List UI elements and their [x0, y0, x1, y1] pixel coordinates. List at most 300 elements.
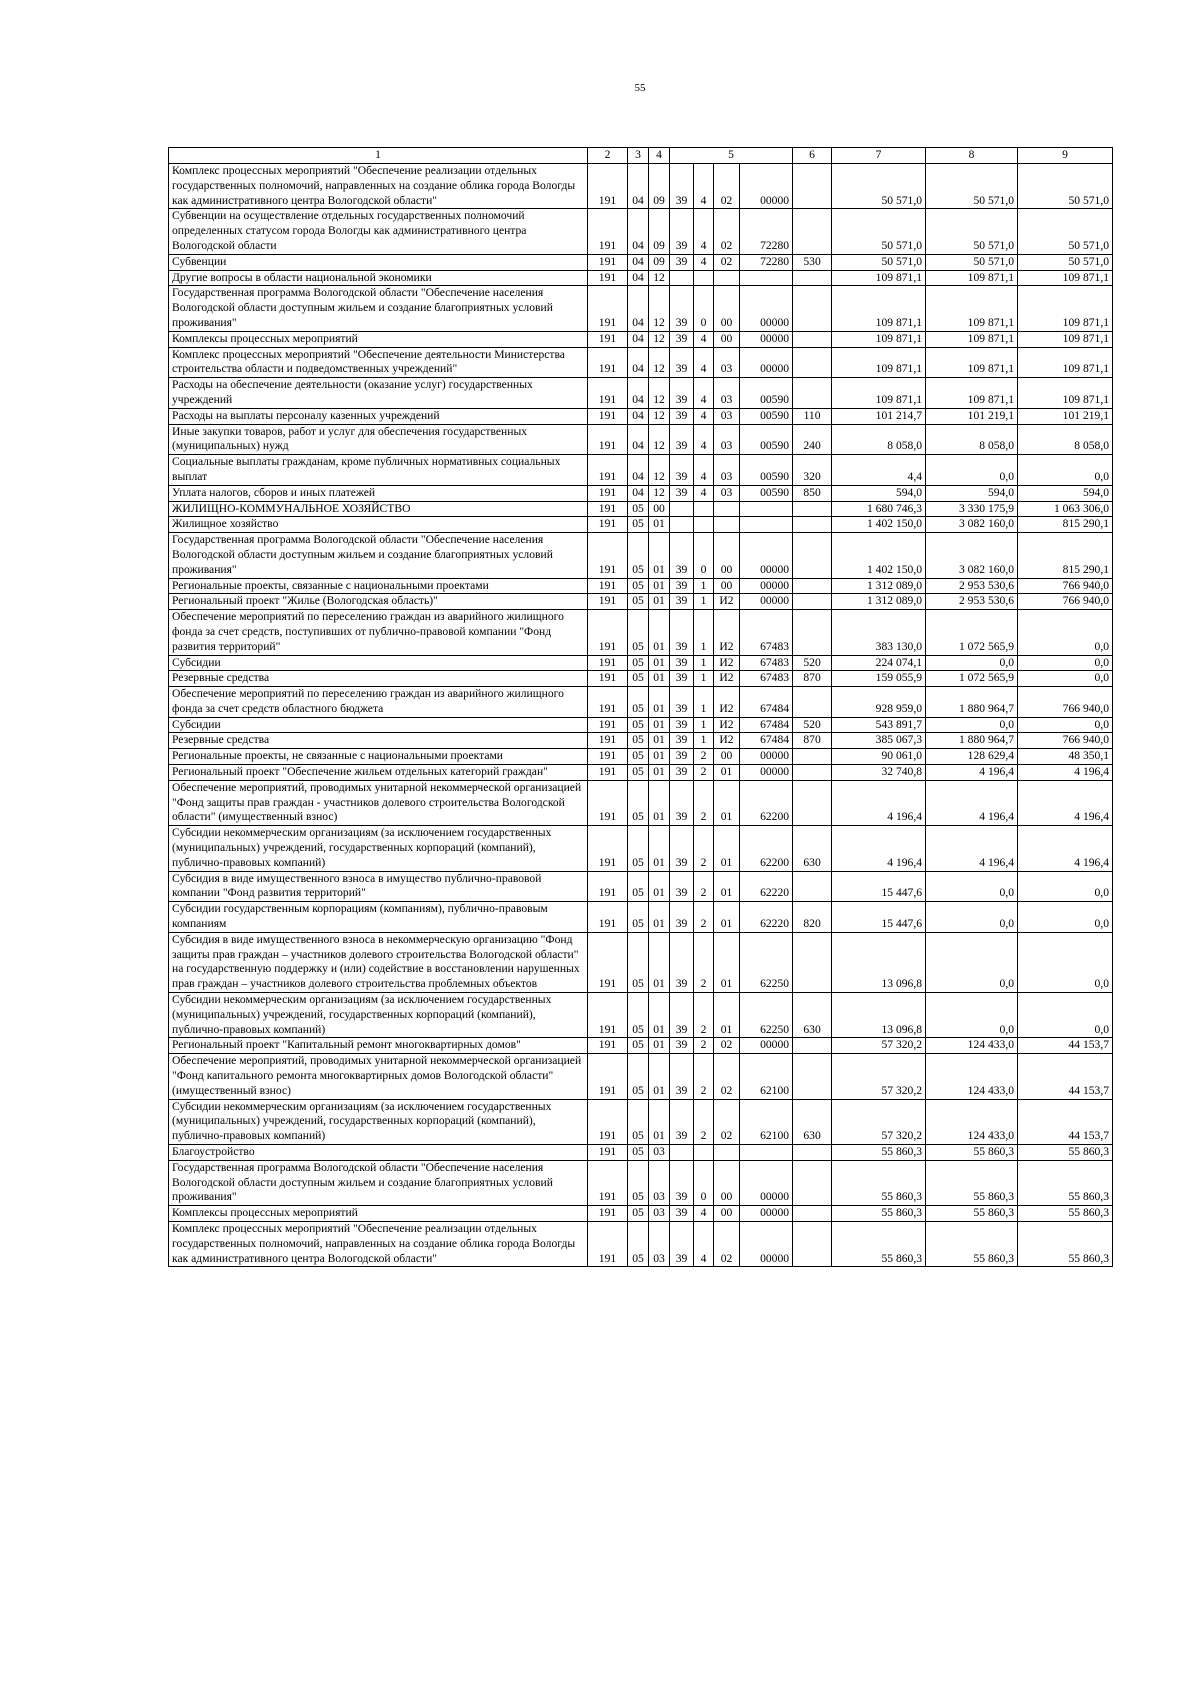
- col-8-amount: 109 871,1: [926, 270, 1018, 286]
- col-8-amount: 1 880 964,7: [926, 687, 1018, 718]
- col-3-section: 04: [628, 455, 649, 486]
- target-code-direction: 00000: [740, 533, 793, 578]
- col-8-amount: 50 571,0: [926, 254, 1018, 270]
- target-code-program: 39: [670, 1206, 694, 1222]
- col-6-expense-type: [793, 1054, 832, 1099]
- col-8-amount: 0,0: [926, 993, 1018, 1038]
- col-6-expense-type: 870: [793, 671, 832, 687]
- target-code-type: 2: [694, 993, 714, 1038]
- target-code-project: 03: [714, 408, 740, 424]
- target-code-direction: 00000: [740, 1221, 793, 1266]
- target-code-program: 39: [670, 1038, 694, 1054]
- row-name: Субсидии: [169, 655, 588, 671]
- target-code-program: 39: [670, 578, 694, 594]
- target-code-program: 39: [670, 655, 694, 671]
- col-4-subsection: 01: [649, 687, 670, 718]
- target-code-program: 39: [670, 687, 694, 718]
- page-number: 55: [634, 82, 646, 94]
- col-8-amount: 4 196,4: [926, 765, 1018, 781]
- col-6-expense-type: [793, 286, 832, 331]
- header-cell: 2: [588, 148, 628, 164]
- col-2-code: 191: [588, 209, 628, 254]
- row-name: Обеспечение мероприятий по переселению граждан из аварийного жилищного фонда за счет средств областного бюджета: [169, 687, 588, 718]
- col-2-code: 191: [588, 1221, 628, 1266]
- col-2-code: 191: [588, 902, 628, 933]
- col-6-expense-type: [793, 1145, 832, 1161]
- col-6-expense-type: 320: [793, 455, 832, 486]
- col-9-amount: 8 058,0: [1018, 424, 1113, 455]
- col-4-subsection: 01: [649, 871, 670, 902]
- row-name: Резервные средства: [169, 671, 588, 687]
- col-9-amount: 50 571,0: [1018, 254, 1113, 270]
- col-4-subsection: 01: [649, 655, 670, 671]
- target-code-project: И2: [714, 733, 740, 749]
- col-4-subsection: 12: [649, 286, 670, 331]
- col-3-section: 05: [628, 780, 649, 825]
- header-cell: 9: [1018, 148, 1113, 164]
- col-6-expense-type: 240: [793, 424, 832, 455]
- col-2-code: 191: [588, 610, 628, 655]
- target-code-type: 0: [694, 1160, 714, 1205]
- target-code-program: 39: [670, 780, 694, 825]
- target-code-program: 39: [670, 209, 694, 254]
- target-code-program: 39: [670, 408, 694, 424]
- target-code-program: 39: [670, 1099, 694, 1144]
- target-code-direction: 00590: [740, 455, 793, 486]
- target-code-project: 00: [714, 286, 740, 331]
- col-8-amount: 3 082 160,0: [926, 533, 1018, 578]
- target-code-type: 2: [694, 765, 714, 781]
- col-8-amount: 109 871,1: [926, 378, 1018, 409]
- col-4-subsection: 09: [649, 164, 670, 209]
- target-code-direction: [740, 501, 793, 517]
- target-code-direction: 00000: [740, 164, 793, 209]
- target-code-type: 2: [694, 749, 714, 765]
- col-6-expense-type: 820: [793, 902, 832, 933]
- target-code-direction: 62220: [740, 871, 793, 902]
- col-2-code: 191: [588, 655, 628, 671]
- target-code-program: 39: [670, 347, 694, 378]
- target-code-project: 00: [714, 331, 740, 347]
- row-name: Региональные проекты, не связанные с национальными проектами: [169, 749, 588, 765]
- col-9-amount: 815 290,1: [1018, 517, 1113, 533]
- target-code-type: [694, 517, 714, 533]
- target-code-project: И2: [714, 717, 740, 733]
- target-code-direction: 00000: [740, 749, 793, 765]
- target-code-direction: 67483: [740, 610, 793, 655]
- target-code-project: 03: [714, 485, 740, 501]
- target-code-direction: 00000: [740, 765, 793, 781]
- col-7-amount: 385 067,3: [832, 733, 926, 749]
- table-row: [169, 594, 1113, 610]
- col-7-amount: 57 320,2: [832, 1099, 926, 1144]
- col-8-amount: 124 433,0: [926, 1054, 1018, 1099]
- col-7-amount: 90 061,0: [832, 749, 926, 765]
- col-7-amount: 383 130,0: [832, 610, 926, 655]
- col-9-amount: 0,0: [1018, 993, 1113, 1038]
- col-9-amount: 55 860,3: [1018, 1145, 1113, 1161]
- target-code-program: [670, 1145, 694, 1161]
- col-2-code: 191: [588, 765, 628, 781]
- table-row: [169, 871, 1113, 902]
- target-code-direction: 00000: [740, 1206, 793, 1222]
- row-name: Комплекс процессных мероприятий "Обеспечение реализации отдельных государственных полномочий, направленных на создание облика города Вологды как административного центра Вологодской области": [169, 1221, 588, 1266]
- col-8-amount: 55 860,3: [926, 1206, 1018, 1222]
- col-6-expense-type: [793, 1221, 832, 1266]
- col-7-amount: 109 871,1: [832, 378, 926, 409]
- col-3-section: 05: [628, 1038, 649, 1054]
- col-8-amount: 50 571,0: [926, 164, 1018, 209]
- target-code-project: 03: [714, 347, 740, 378]
- row-name: Уплата налогов, сборов и иных платежей: [169, 485, 588, 501]
- col-6-expense-type: [793, 331, 832, 347]
- target-code-type: 1: [694, 717, 714, 733]
- row-name: Субсидии некоммерческим организациям (за исключением государственных (муниципальных) учреждений, государственных корпораций (компаний), публично-правовых компаний): [169, 1099, 588, 1144]
- col-8-amount: 8 058,0: [926, 424, 1018, 455]
- target-code-direction: 00000: [740, 1160, 793, 1205]
- col-6-expense-type: 630: [793, 826, 832, 871]
- target-code-program: [670, 501, 694, 517]
- target-code-project: 01: [714, 993, 740, 1038]
- col-7-amount: 101 214,7: [832, 408, 926, 424]
- col-6-expense-type: 850: [793, 485, 832, 501]
- target-code-type: 4: [694, 485, 714, 501]
- col-6-expense-type: [793, 932, 832, 992]
- target-code-type: 1: [694, 733, 714, 749]
- col-3-section: 04: [628, 164, 649, 209]
- table-row: [169, 717, 1113, 733]
- col-6-expense-type: 870: [793, 733, 832, 749]
- col-4-subsection: 12: [649, 378, 670, 409]
- target-code-project: 03: [714, 424, 740, 455]
- target-code-project: 01: [714, 902, 740, 933]
- row-name: Региональный проект "Обеспечение жильем отдельных категорий граждан": [169, 765, 588, 781]
- target-code-project: 02: [714, 1099, 740, 1144]
- col-2-code: 191: [588, 517, 628, 533]
- target-code-program: 39: [670, 671, 694, 687]
- table-row: [169, 578, 1113, 594]
- col-8-amount: 109 871,1: [926, 331, 1018, 347]
- target-code-type: 4: [694, 378, 714, 409]
- target-code-project: 00: [714, 749, 740, 765]
- col-9-amount: 0,0: [1018, 717, 1113, 733]
- target-code-project: 00: [714, 578, 740, 594]
- row-name: Субвенции: [169, 254, 588, 270]
- col-2-code: 191: [588, 164, 628, 209]
- col-7-amount: 55 860,3: [832, 1145, 926, 1161]
- col-8-amount: 4 196,4: [926, 826, 1018, 871]
- target-code-type: 4: [694, 347, 714, 378]
- budget-table: [168, 147, 1113, 1267]
- col-9-amount: 0,0: [1018, 871, 1113, 902]
- col-7-amount: 159 055,9: [832, 671, 926, 687]
- col-4-subsection: 12: [649, 455, 670, 486]
- target-code-program: 39: [670, 733, 694, 749]
- table-row: [169, 1221, 1113, 1266]
- col-3-section: 04: [628, 270, 649, 286]
- col-6-expense-type: 630: [793, 993, 832, 1038]
- col-9-amount: 0,0: [1018, 610, 1113, 655]
- col-9-amount: 766 940,0: [1018, 687, 1113, 718]
- row-name: Субсидии некоммерческим организациям (за исключением государственных (муниципальных) учреждений, государственных корпораций (компаний), публично-правовых компаний): [169, 826, 588, 871]
- target-code-project: 03: [714, 455, 740, 486]
- col-2-code: 191: [588, 578, 628, 594]
- table-row: [169, 932, 1113, 992]
- col-7-amount: 50 571,0: [832, 254, 926, 270]
- col-6-expense-type: [793, 780, 832, 825]
- col-3-section: 04: [628, 254, 649, 270]
- target-code-program: 39: [670, 610, 694, 655]
- row-name: Резервные средства: [169, 733, 588, 749]
- row-name: Обеспечение мероприятий, проводимых унитарной некоммерческой организацией "Фонд капитального ремонта многоквартирных домов Вологодской области" (имущественный взнос): [169, 1054, 588, 1099]
- target-code-project: И2: [714, 594, 740, 610]
- col-3-section: 05: [628, 594, 649, 610]
- target-code-direction: 62100: [740, 1054, 793, 1099]
- target-code-type: [694, 501, 714, 517]
- row-name: Социальные выплаты гражданам, кроме публичных нормативных социальных выплат: [169, 455, 588, 486]
- col-6-expense-type: [793, 578, 832, 594]
- target-code-program: 39: [670, 286, 694, 331]
- col-9-amount: 0,0: [1018, 932, 1113, 992]
- target-code-type: [694, 270, 714, 286]
- col-4-subsection: 01: [649, 717, 670, 733]
- target-code-direction: 62250: [740, 993, 793, 1038]
- col-8-amount: 109 871,1: [926, 286, 1018, 331]
- table-row: [169, 749, 1113, 765]
- col-3-section: 04: [628, 378, 649, 409]
- col-3-section: 05: [628, 871, 649, 902]
- col-3-section: 04: [628, 347, 649, 378]
- target-code-direction: [740, 1145, 793, 1161]
- col-6-expense-type: [793, 687, 832, 718]
- target-code-project: [714, 270, 740, 286]
- row-name: Субвенции на осуществление отдельных государственных полномочий определенных статусом города Вологды как административного центра Вологодской области: [169, 209, 588, 254]
- col-8-amount: 3 082 160,0: [926, 517, 1018, 533]
- col-2-code: 191: [588, 378, 628, 409]
- row-name: Обеспечение мероприятий, проводимых унитарной некоммерческой организацией "Фонд защиты прав граждан - участников долевого строительства Вологодской области" (имущественный взнос): [169, 780, 588, 825]
- col-6-expense-type: 630: [793, 1099, 832, 1144]
- target-code-project: 02: [714, 1221, 740, 1266]
- row-name: Комплексы процессных мероприятий: [169, 331, 588, 347]
- col-2-code: 191: [588, 826, 628, 871]
- target-code-type: [694, 1145, 714, 1161]
- table-row: [169, 517, 1113, 533]
- target-code-program: 39: [670, 378, 694, 409]
- col-7-amount: 543 891,7: [832, 717, 926, 733]
- col-2-code: 191: [588, 424, 628, 455]
- target-code-type: 4: [694, 331, 714, 347]
- table-row: [169, 655, 1113, 671]
- col-9-amount: 109 871,1: [1018, 347, 1113, 378]
- col-3-section: 04: [628, 331, 649, 347]
- target-code-direction: 67483: [740, 671, 793, 687]
- col-7-amount: 8 058,0: [832, 424, 926, 455]
- col-9-amount: 594,0: [1018, 485, 1113, 501]
- col-8-amount: 4 196,4: [926, 780, 1018, 825]
- target-code-program: 39: [670, 993, 694, 1038]
- col-6-expense-type: [793, 209, 832, 254]
- col-4-subsection: 01: [649, 765, 670, 781]
- col-9-amount: 4 196,4: [1018, 765, 1113, 781]
- col-3-section: 04: [628, 209, 649, 254]
- col-9-amount: 766 940,0: [1018, 578, 1113, 594]
- target-code-direction: 00000: [740, 594, 793, 610]
- col-2-code: 191: [588, 286, 628, 331]
- col-6-expense-type: [793, 610, 832, 655]
- target-code-project: И2: [714, 687, 740, 718]
- col-3-section: 04: [628, 424, 649, 455]
- target-code-direction: 67483: [740, 655, 793, 671]
- col-9-amount: 109 871,1: [1018, 270, 1113, 286]
- col-7-amount: 4 196,4: [832, 780, 926, 825]
- target-code-direction: 00000: [740, 1038, 793, 1054]
- table-row: [169, 254, 1113, 270]
- col-4-subsection: 01: [649, 610, 670, 655]
- target-code-project: 02: [714, 254, 740, 270]
- target-code-program: 39: [670, 455, 694, 486]
- target-code-direction: 72280: [740, 209, 793, 254]
- col-6-expense-type: [793, 871, 832, 902]
- target-code-type: 4: [694, 254, 714, 270]
- target-code-direction: 00590: [740, 424, 793, 455]
- col-7-amount: 32 740,8: [832, 765, 926, 781]
- target-code-direction: 00000: [740, 331, 793, 347]
- table-row: [169, 671, 1113, 687]
- col-3-section: 05: [628, 610, 649, 655]
- table-row: [169, 1145, 1113, 1161]
- target-code-program: 39: [670, 1160, 694, 1205]
- target-code-project: И2: [714, 610, 740, 655]
- row-name: Субсидии некоммерческим организациям (за исключением государственных (муниципальных) учреждений, государственных корпораций (компаний), публично-правовых компаний): [169, 993, 588, 1038]
- target-code-type: 0: [694, 533, 714, 578]
- header-cell: 8: [926, 148, 1018, 164]
- col-2-code: 191: [588, 533, 628, 578]
- col-4-subsection: 03: [649, 1160, 670, 1205]
- target-code-type: 4: [694, 408, 714, 424]
- target-code-program: 39: [670, 902, 694, 933]
- row-name: Расходы на выплаты персоналу казенных учреждений: [169, 408, 588, 424]
- target-code-type: 2: [694, 826, 714, 871]
- col-3-section: 05: [628, 517, 649, 533]
- target-code-project: 02: [714, 1038, 740, 1054]
- col-7-amount: 13 096,8: [832, 993, 926, 1038]
- col-9-amount: 44 153,7: [1018, 1038, 1113, 1054]
- header-cell: 7: [832, 148, 926, 164]
- target-code-type: 2: [694, 1099, 714, 1144]
- col-3-section: 05: [628, 655, 649, 671]
- col-4-subsection: 01: [649, 1054, 670, 1099]
- col-9-amount: 1 063 306,0: [1018, 501, 1113, 517]
- row-name: Региональный проект "Капитальный ремонт многоквартирных домов": [169, 1038, 588, 1054]
- target-code-type: 2: [694, 780, 714, 825]
- col-7-amount: 15 447,6: [832, 871, 926, 902]
- col-6-expense-type: [793, 749, 832, 765]
- col-4-subsection: 12: [649, 270, 670, 286]
- table-row: [169, 1206, 1113, 1222]
- target-code-type: 1: [694, 594, 714, 610]
- target-code-project: [714, 517, 740, 533]
- row-name: Региональные проекты, связанные с национальными проектами: [169, 578, 588, 594]
- target-code-project: 02: [714, 209, 740, 254]
- col-6-expense-type: [793, 533, 832, 578]
- col-6-expense-type: [793, 1038, 832, 1054]
- target-code-project: 01: [714, 826, 740, 871]
- table-row: [169, 780, 1113, 825]
- col-3-section: 04: [628, 408, 649, 424]
- col-2-code: 191: [588, 932, 628, 992]
- target-code-program: 39: [670, 765, 694, 781]
- target-code-direction: 62250: [740, 932, 793, 992]
- col-9-amount: 766 940,0: [1018, 594, 1113, 610]
- target-code-program: 39: [670, 164, 694, 209]
- target-code-type: 0: [694, 286, 714, 331]
- col-3-section: 05: [628, 717, 649, 733]
- col-7-amount: 55 860,3: [832, 1160, 926, 1205]
- row-name: Обеспечение мероприятий по переселению граждан из аварийного жилищного фонда за счет средств, поступивших от публично-правовой компании "Фонд развития территорий": [169, 610, 588, 655]
- col-8-amount: 101 219,1: [926, 408, 1018, 424]
- col-6-expense-type: [793, 347, 832, 378]
- table-row: [169, 209, 1113, 254]
- col-7-amount: 109 871,1: [832, 286, 926, 331]
- target-code-direction: 62200: [740, 826, 793, 871]
- col-6-expense-type: [793, 594, 832, 610]
- col-9-amount: 766 940,0: [1018, 733, 1113, 749]
- col-6-expense-type: [793, 517, 832, 533]
- target-code-type: 1: [694, 655, 714, 671]
- target-code-program: 39: [670, 331, 694, 347]
- table-row: [169, 610, 1113, 655]
- col-4-subsection: 12: [649, 331, 670, 347]
- target-code-direction: [740, 517, 793, 533]
- target-code-direction: 67484: [740, 717, 793, 733]
- row-name: Субсидия в виде имущественного взноса в некоммерческую организацию "Фонд защиты прав граждан – участников долевого строительства Вологодской области" на государственную поддержку и (или) содействие в восстановлении нарушенных прав граждан – участников долевого строительства проблемных объектов: [169, 932, 588, 992]
- col-7-amount: 13 096,8: [832, 932, 926, 992]
- target-code-direction: 62220: [740, 902, 793, 933]
- col-9-amount: 44 153,7: [1018, 1099, 1113, 1144]
- row-name: Субсидии: [169, 717, 588, 733]
- col-2-code: 191: [588, 749, 628, 765]
- col-9-amount: 4 196,4: [1018, 780, 1113, 825]
- target-code-type: 2: [694, 1054, 714, 1099]
- col-2-code: 191: [588, 594, 628, 610]
- col-9-amount: 109 871,1: [1018, 286, 1113, 331]
- col-7-amount: 109 871,1: [832, 347, 926, 378]
- col-8-amount: 55 860,3: [926, 1221, 1018, 1266]
- target-code-direction: 62200: [740, 780, 793, 825]
- col-6-expense-type: [793, 1206, 832, 1222]
- table-row: [169, 501, 1113, 517]
- col-4-subsection: 01: [649, 733, 670, 749]
- col-3-section: 05: [628, 671, 649, 687]
- col-8-amount: 1 880 964,7: [926, 733, 1018, 749]
- target-code-direction: 00590: [740, 378, 793, 409]
- table-row: [169, 533, 1113, 578]
- col-6-expense-type: [793, 270, 832, 286]
- target-code-direction: 67484: [740, 733, 793, 749]
- col-6-expense-type: [793, 501, 832, 517]
- row-name: Государственная программа Вологодской области "Обеспечение населения Вологодской области доступным жильем и создание благоприятных условий проживания": [169, 286, 588, 331]
- row-name: Субсидия в виде имущественного взноса в имущество публично-правовой компании "Фонд развития территорий": [169, 871, 588, 902]
- col-4-subsection: 12: [649, 347, 670, 378]
- col-2-code: 191: [588, 408, 628, 424]
- table-row: [169, 424, 1113, 455]
- table-row: [169, 1054, 1113, 1099]
- target-code-type: 2: [694, 871, 714, 902]
- target-code-program: 39: [670, 1221, 694, 1266]
- header-cell: 4: [649, 148, 670, 164]
- target-code-type: 4: [694, 164, 714, 209]
- table-row: [169, 1160, 1113, 1205]
